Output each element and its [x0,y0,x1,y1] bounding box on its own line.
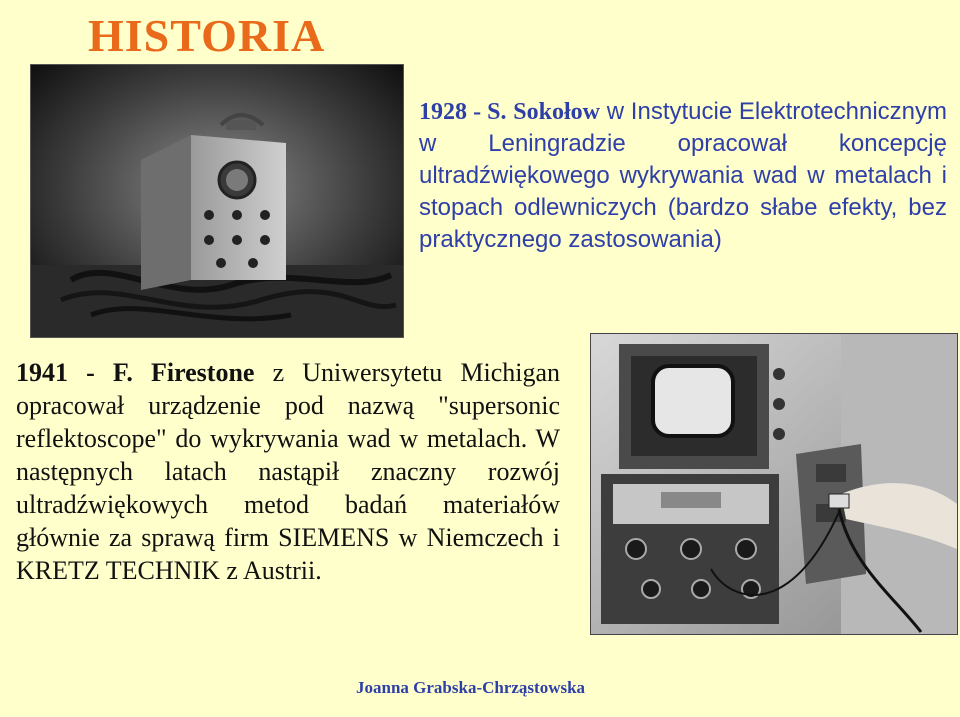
name-sokolow: Sokołow [513,99,600,125]
photo-reflectoscope [590,333,958,635]
photo-sokolow-device [30,64,404,338]
history-1928-text: w Instytucie Elektrotechnicznym w Leningradzie opracował koncepcję ultradźwiękowego wykrywania wad w metalach i stopach odlewniczych (bardzo słabe efekty, bez praktycznego zastosowania) [419,98,948,253]
author-footer: Joanna Grabska-Chrząstowska [356,678,586,697]
history-1928-paragraph [419,96,947,256]
slide-title: HISTORIA [88,10,326,61]
year-1941: 1941 - F. [16,358,133,387]
history-1941-paragraph [16,356,560,587]
name-firestone: Firestone [150,358,255,387]
year-1928: 1928 - S. [419,99,507,125]
history-1941-text: z Uniwersytetu Michigan opracował urządzenie pod nazwą "supersonic reflektoscope" do wykrywania wad w metalach. W następnych latach nastąpił znaczny rozwój ultradźwiękowych metod badań materiałów głównie za sprawą firm SIEMENS w Niemczech i KRETZ TECHNIK z Austrii. [16,358,561,585]
